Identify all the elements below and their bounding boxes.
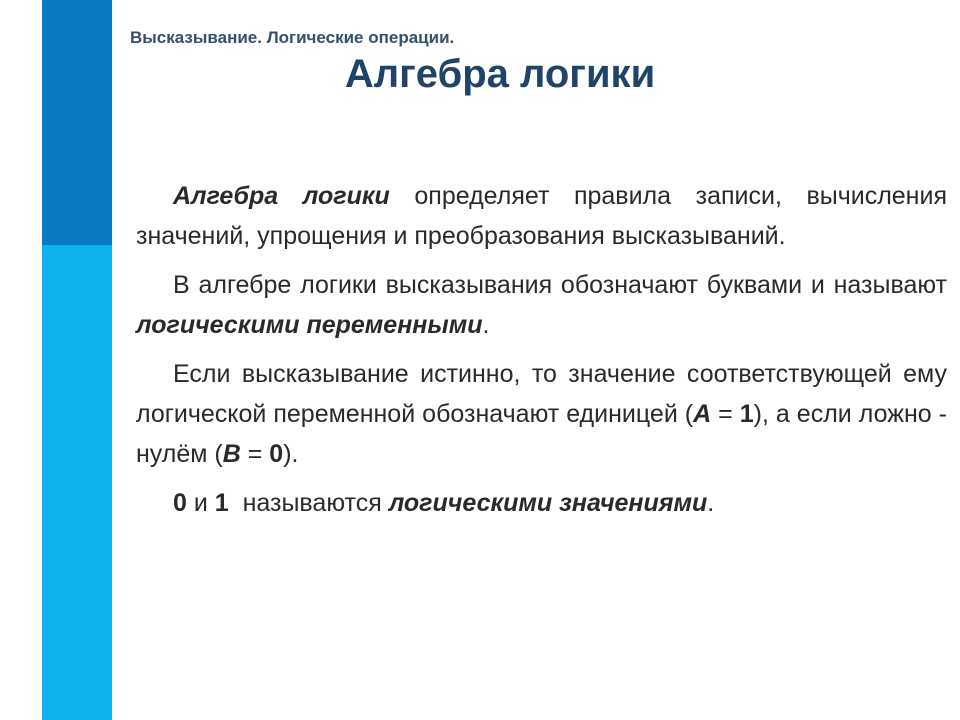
slide-content [136, 176, 947, 532]
paragraph-text: определяет правила записи, вычисления значений, упрощения и преобразования высказываний. [136, 182, 947, 250]
paragraph-text: и [186, 489, 215, 517]
slide-title: Алгебра логики [344, 52, 656, 96]
paragraph-text: называются [228, 489, 389, 517]
equals-sign: = [240, 440, 270, 468]
value-one: 1 [739, 400, 754, 428]
paragraph-values-rule [136, 354, 947, 474]
value-zero: 0 [173, 489, 187, 517]
paragraph-text: ), а если ложно - нулём ( [136, 400, 947, 468]
equals-sign: = [711, 400, 740, 428]
paragraph-text: В алгебре логики высказывания обозначают буквами и называют [173, 271, 947, 299]
slide-subtitle: Высказывание. Логические операции. [130, 28, 455, 47]
value-zero: 0 [269, 440, 284, 468]
variable-b: В [222, 440, 241, 468]
paragraph-text: ). [283, 440, 299, 468]
term-logical-values: логическими значениями [388, 489, 708, 517]
paragraph-variables [136, 265, 947, 345]
term-logical-variables: логическими переменными [136, 311, 483, 339]
term-algebra-logic: Алгебра логики [173, 182, 390, 210]
variable-a: А [693, 400, 712, 428]
sidebar-bar-light [42, 245, 112, 720]
value-one: 1 [214, 489, 229, 517]
paragraph-logical-values [136, 483, 947, 523]
paragraph-text: . [707, 489, 715, 517]
sidebar-bar-dark [42, 0, 112, 245]
paragraph-text: Если высказывание истинно, то значение соответствующей ему логической переменной обозначают единицей ( [136, 360, 947, 428]
paragraph-definition [136, 176, 947, 256]
paragraph-text: . [482, 311, 490, 339]
